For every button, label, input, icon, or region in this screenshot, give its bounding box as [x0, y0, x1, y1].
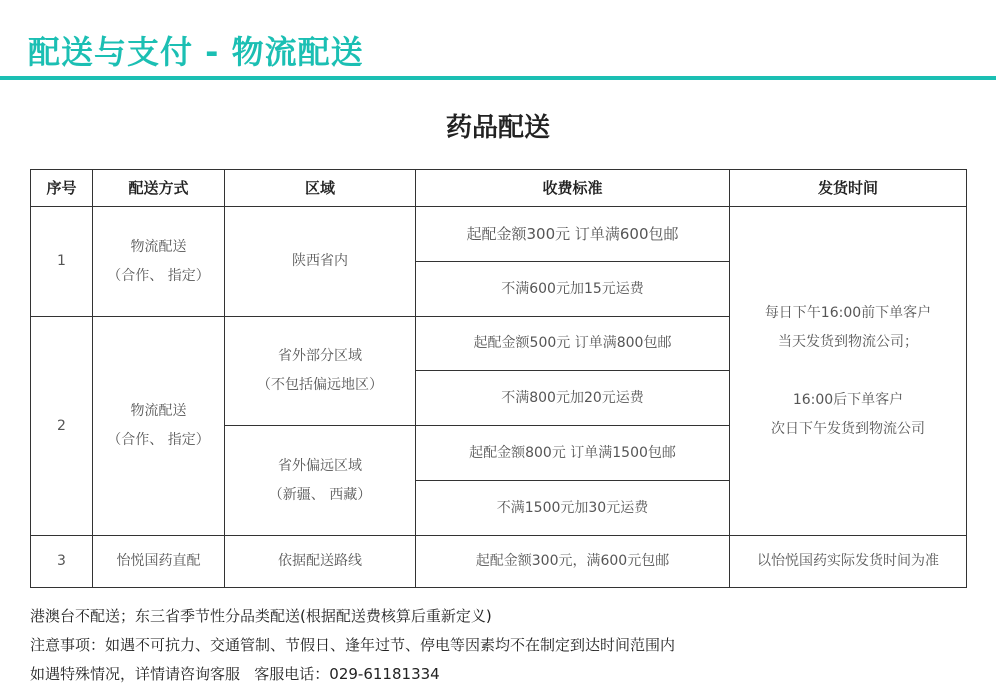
header-index: 序号	[31, 170, 93, 207]
row1-method-line2: （合作、 指定）	[107, 267, 210, 284]
note-line: 注意事项：如遇不可抗力、交通管制、节假日、逢年过节、停电等因素均不在制定到达时间范围内	[30, 636, 676, 654]
header-fee: 收费标准	[416, 170, 730, 207]
page-title: 配送与支付 - 物流配送	[28, 33, 364, 71]
row3-index: 3	[31, 536, 93, 588]
row2-fee-d: 不满1500元加30元运费	[416, 481, 730, 536]
ship-time-line2: 当天发货到物流公司；	[778, 333, 918, 350]
section-title: 药品配送	[445, 113, 550, 143]
row1-method	[93, 207, 225, 317]
row3-ship-time: 以怡悦国药实际发货时间为准	[730, 536, 967, 588]
header-divider	[0, 76, 996, 80]
row1-fee-a: 起配金额300元 订单满600包邮	[416, 207, 730, 262]
notes-block	[30, 602, 675, 689]
header-method: 配送方式	[93, 170, 225, 207]
row2-region-b-line1: 省外偏远区域	[278, 457, 362, 474]
row1-region: 陕西省内	[225, 207, 416, 317]
table-header-row	[31, 170, 967, 207]
row3-region: 依据配送路线	[225, 536, 416, 588]
ship-time-line3: 16:00后下单客户	[792, 391, 904, 408]
delivery-table	[30, 169, 967, 588]
row3-fee: 起配金额300元，满600元包邮	[416, 536, 730, 588]
row3-method: 怡悦国药直配	[93, 536, 225, 588]
row2-fee-c: 起配金额800元 订单满1500包邮	[416, 426, 730, 481]
table-row	[31, 536, 967, 588]
row2-region-b-line2: （新疆、 西藏）	[268, 486, 372, 503]
row2-method-line1: 物流配送	[130, 403, 187, 419]
note-line: 如遇特殊情况，详情请咨询客服 客服电话：029-61181334	[30, 665, 440, 683]
row1-method-line1: 物流配送	[130, 238, 187, 255]
row1-index: 1	[31, 207, 93, 317]
row2-region-a-line1: 省外部分区域	[278, 348, 362, 364]
row2-fee-b: 不满800元加20元运费	[416, 371, 730, 426]
table-row	[31, 207, 967, 262]
ship-time-merged	[730, 207, 967, 536]
ship-time-line4: 次日下午发货到物流公司	[771, 420, 925, 437]
row2-region-b	[225, 426, 416, 536]
row1-fee-b: 不满600元加15元运费	[416, 262, 730, 317]
ship-time-line1: 每日下午16:00前下单客户	[764, 304, 932, 321]
header-ship-time: 发货时间	[730, 170, 967, 207]
row2-method	[93, 317, 225, 536]
row2-index: 2	[31, 317, 93, 536]
row2-method-line2: （合作、 指定）	[107, 432, 210, 448]
note-line: 港澳台不配送；东三省季节性分品类配送(根据配送费核算后重新定义)	[30, 607, 492, 625]
header-region: 区域	[225, 170, 416, 207]
row2-region-a-line2: （不包括偏远地区）	[257, 377, 383, 393]
row2-region-a	[225, 317, 416, 426]
row2-fee-a: 起配金额500元 订单满800包邮	[416, 317, 730, 371]
